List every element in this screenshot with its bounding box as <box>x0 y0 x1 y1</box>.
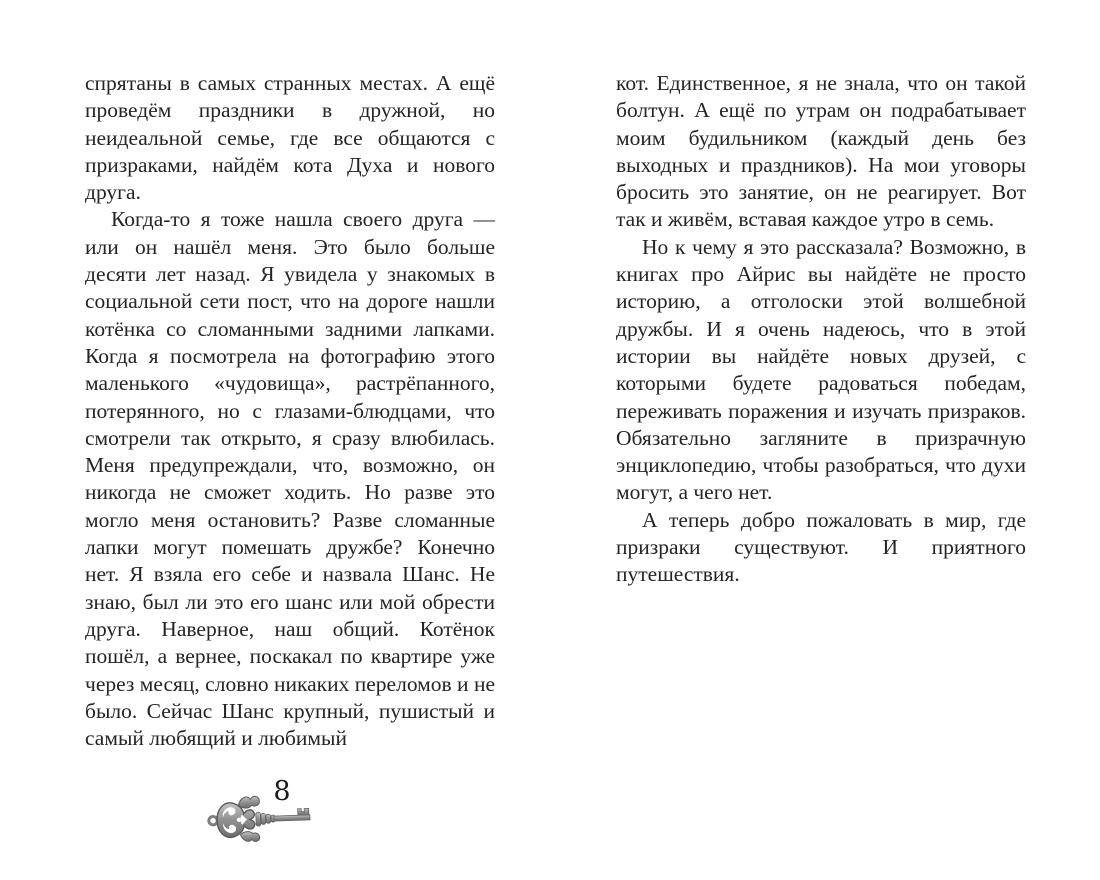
paragraph: кот. Единственное, я не знала, что он такой болтун. А ещё по утрам он подрабатывает моим будильником (каждый день без выходных и праздников). На мои уговоры бросить это занятие, он не реагирует. Вот так и живём, вставая каждое утро в семь. <box>616 71 1026 232</box>
antique-key-icon <box>206 791 318 847</box>
text-column-right <box>616 70 1026 589</box>
paragraph: А теперь добро пожаловать в мир, где призраки существуют. И приятного путешествия. <box>616 507 1026 587</box>
paragraph: Но к чему я это рассказала? Возможно, в книгах про Айрис вы найдёте не просто историю, а отголоски этой волшебной дружбы. И я очень надеюсь, что в этой истории вы найдёте новых друзей, с которыми будете радоваться победам, переживать поражения и изучать призраков. Обязательно загляните в призрачную энциклопедию, чтобы разобраться, что духи могут, а чего нет. <box>616 234 1026 505</box>
page-number: 8 <box>273 776 291 807</box>
text-column-left <box>85 70 495 752</box>
paragraph: Когда-то я тоже нашла своего друга — или он нашёл меня. Это было больше десяти лет назад. Я увидела у знакомых в социальной сети пост, что на дороге нашли котёнка со сломанными задними лапками. Когда я посмотрела на фотографию этого маленького «чудовища», растрёпанного, потерянного, но с глазами-блюдцами, что смотрели так открыто, я сразу влюбилась. Меня предупреждали, что, возможно, он никогда не сможет ходить. Но разве это могло меня остановить? Разве сломанные лапки могут помешать дружбе? Конечно нет. Я взяла его себе и назвала Шанс. Не знаю, был ли это его шанс или мой обрести друга. Наверное, наш общий. Котёнок пошёл, а вернее, поскакал по квартире уже через месяц, словно никаких переломов и не было. Сейчас Шанс крупный, пушистый и самый любящий и любимый <box>85 207 495 751</box>
paragraph: спрятаны в самых странных местах. А ещё проведём праздники в дружной, но неидеальной семье, где все общаются с призраками, найдём кота Духа и нового друга. <box>85 71 495 205</box>
page-footer <box>206 776 336 851</box>
